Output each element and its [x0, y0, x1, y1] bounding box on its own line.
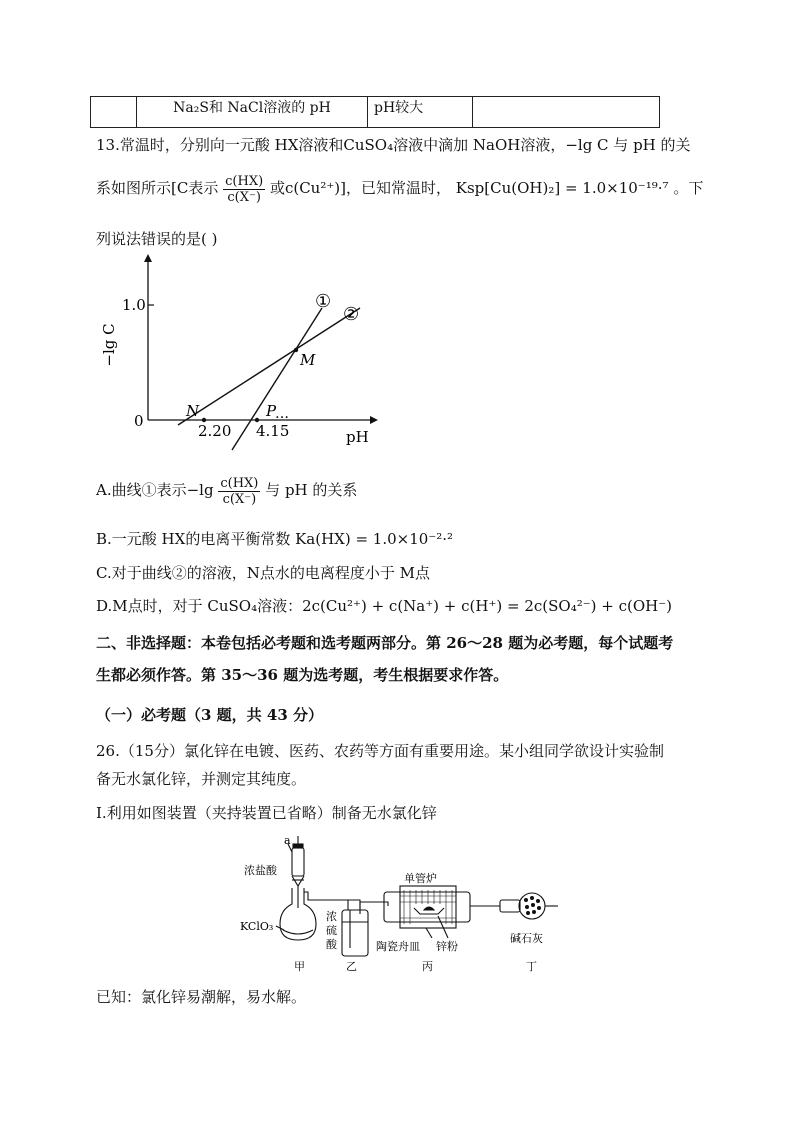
section2-subtitle: （一）必考题（3 题，共 43 分）: [96, 706, 323, 724]
top-table: [90, 96, 660, 128]
fraction-numerator: c(HX): [220, 475, 259, 491]
label-conc-hcl: 浓盐酸: [244, 864, 277, 877]
label-h2so4-3: 酸: [326, 938, 337, 951]
q13-line2: [96, 170, 703, 206]
point-m-label: M: [300, 351, 316, 369]
dots-after-p: …: [275, 406, 289, 422]
n-value-label: 2.20: [198, 422, 232, 440]
fraction: [223, 174, 265, 205]
fraction: [218, 476, 260, 507]
q13-line1: 13.常温时，分别向一元酸 HX溶液和CuSO₄溶液中滴加 NaOH溶液，−lg C 与 pH 的关: [96, 136, 691, 154]
option-a-text: A.曲线①表示−lg: [96, 481, 214, 499]
fraction-denominator: c(X⁻): [222, 491, 257, 507]
origin-label: 0: [134, 412, 144, 430]
point-m-dot: [294, 348, 298, 352]
section2-line2: 生都必须作答。第 35～36 题为选考题，考生根据要求作答。: [96, 666, 509, 684]
label-line-boat: [426, 928, 432, 938]
drying-tube-stem: [500, 900, 520, 912]
table-row: [91, 97, 660, 128]
wash-bottle: [342, 910, 368, 956]
label-yi: 乙: [346, 960, 357, 973]
label-h2so4-1: 浓: [326, 910, 337, 923]
point-p-label: P: [266, 402, 277, 420]
ksp-expression: Ksp[Cu(OH)₂] = 1.0×10⁻¹⁹·⁷: [455, 179, 669, 197]
table-cell: [473, 97, 660, 128]
y-axis-label: −lg C: [100, 323, 118, 367]
q26-line2: 备无水氯化锌，并测定其纯度。: [96, 770, 307, 788]
label-bing: 丙: [422, 960, 433, 973]
funnel-cap: [293, 844, 303, 848]
ph-graph: [100, 250, 380, 455]
table-cell: [91, 97, 137, 128]
q26-line3: I.利用如图装置（夹持装置已省略）制备无水氯化锌: [96, 804, 437, 822]
q13-line3: 列说法错误的是( ): [96, 230, 218, 248]
zinc-powder: [424, 907, 434, 910]
label-h2so4-2: 硫: [326, 924, 337, 937]
option-a: [96, 472, 357, 508]
label-jia: 甲: [294, 960, 305, 973]
label-ding: 丁: [526, 960, 537, 973]
y-tick-label: 1.0: [122, 296, 146, 314]
q26-known: 已知：氯化锌易潮解，易水解。: [96, 988, 307, 1006]
option-d: D.M点时，对于 CuSO₄溶液：2c(Cu²⁺) + c(Na⁺) + c(H⁺) = 2c(SO₄²⁻) + c(OH⁻): [96, 597, 673, 615]
point-n-label: N: [186, 402, 200, 420]
funnel-body: [292, 848, 304, 876]
label-zinc: 锌粉: [436, 940, 458, 953]
label-a: a: [284, 834, 291, 847]
curve-1-label: ①: [315, 291, 332, 312]
q13-text: 系如图所示[C表示: [96, 179, 219, 197]
section2-line1: 二、非选择题：本卷包括必考题和选考题两部分。第 26～28 题为必考题，每个试题考: [96, 634, 674, 652]
fraction-numerator: c(HX): [225, 173, 264, 189]
funnel-cone: [292, 876, 304, 886]
option-a-text: 与 pH 的关系: [265, 481, 358, 499]
table-cell: pH较大: [368, 97, 473, 128]
table-cell: Na₂S和 NaCl溶液的 pH: [137, 97, 368, 128]
apparatus-diagram: [238, 830, 568, 978]
q13-text: 或c(Cu²⁺)]，已知常温时，: [269, 179, 451, 197]
label-line-zinc: [438, 916, 448, 938]
p-value-label: 4.15: [256, 422, 290, 440]
label-soda-lime: 碱石灰: [510, 932, 543, 945]
label-boat: 陶瓷舟皿: [376, 940, 420, 953]
label-furnace: 单管炉: [404, 872, 437, 885]
fraction-denominator: c(X⁻): [227, 189, 261, 205]
y-axis-arrow: [144, 254, 152, 262]
option-b: B.一元酸 HX的电离平衡常数 Ka(HX) = 1.0×10⁻²·²: [96, 530, 454, 548]
x-axis-arrow: [370, 416, 378, 424]
curve-2-label: ②: [343, 304, 360, 325]
q26-line1: 26.（15分）氯化锌在电镀、医药、农药等方面有重要用途。某小组同学欲设计实验制: [96, 742, 664, 760]
x-axis-label: pH: [346, 428, 369, 446]
soda-lime-granules: [524, 896, 541, 915]
label-kclo3: KClO₃: [240, 920, 274, 933]
tube-1: [304, 892, 348, 910]
q13-text: 。下: [673, 179, 704, 197]
option-c: C.对于曲线②的溶液，N点水的电离程度小于 M点: [96, 564, 430, 582]
flask-liquid: [283, 930, 313, 934]
